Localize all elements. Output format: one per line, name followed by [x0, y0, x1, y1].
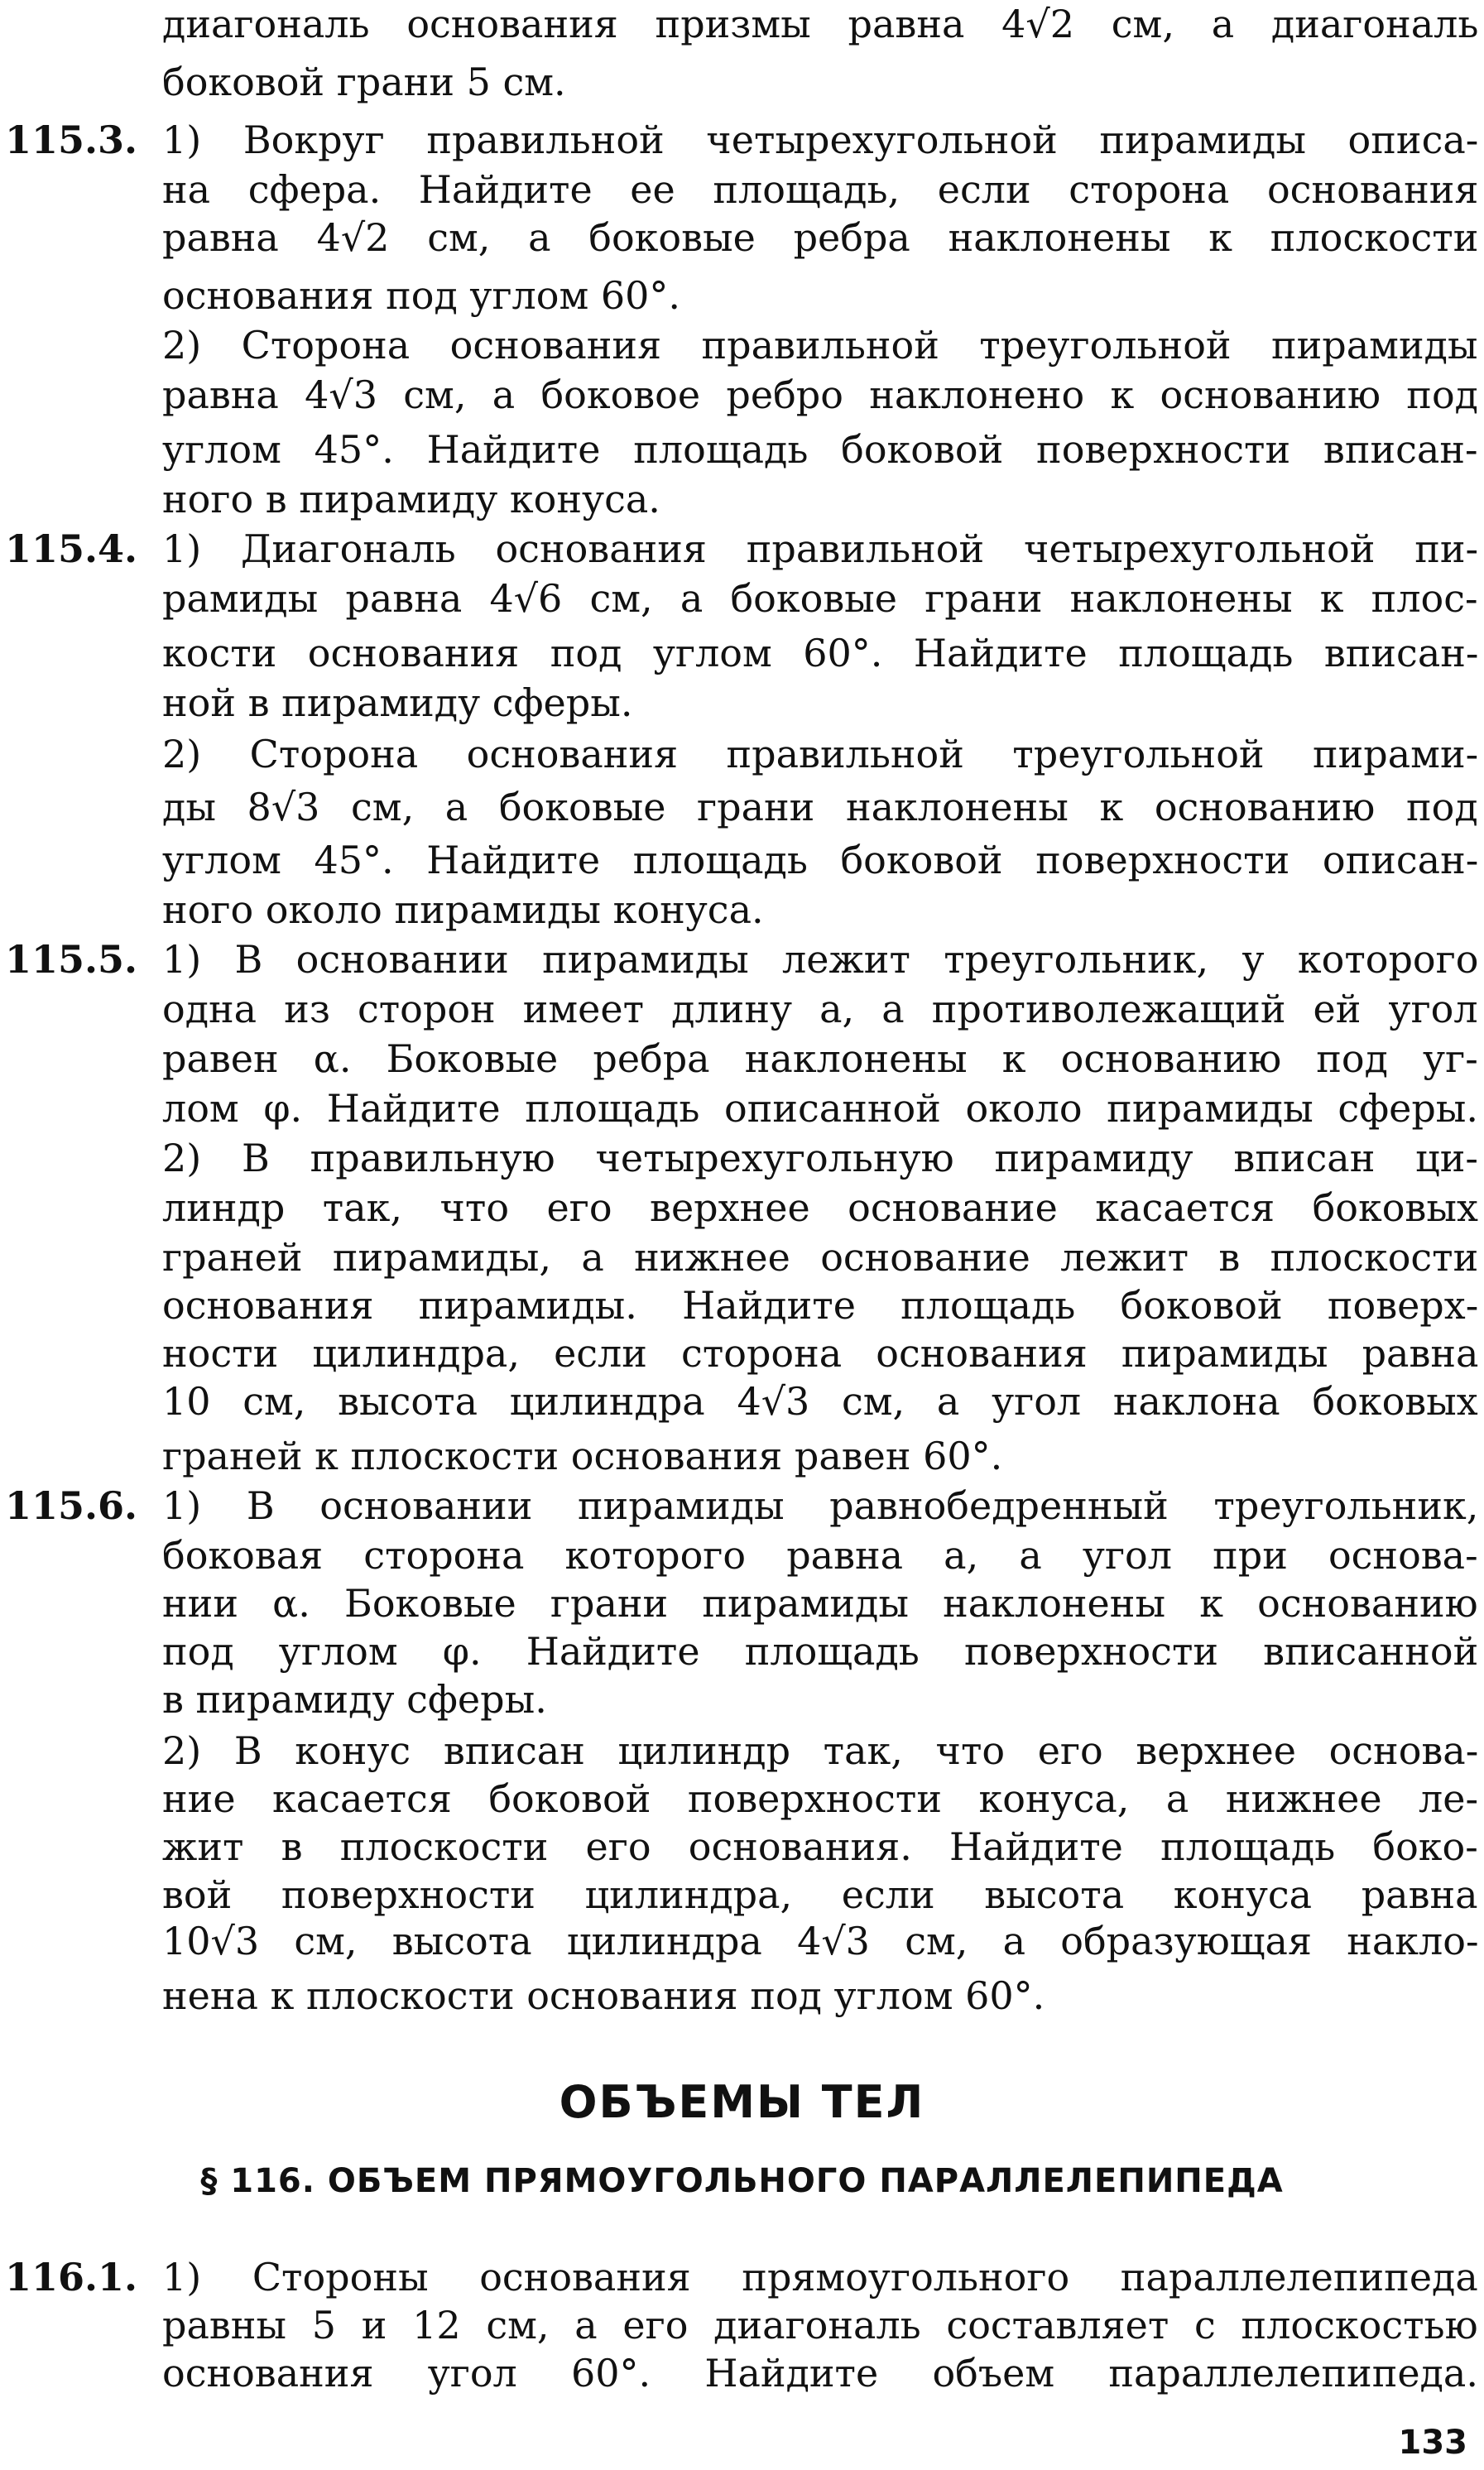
text-line: рамиды равна 4√6 см, а боковые грани наклонены к плос-: [162, 576, 1478, 621]
text-line: 2) В конус вписан цилиндр так, что его верхнее основа-: [162, 1728, 1479, 1773]
text-line: 1) Стороны основания прямоугольного параллелепипеда: [162, 2255, 1478, 2299]
text-line: одна из сторон имеет длину a, а противолежащий ей угол: [162, 987, 1478, 1031]
problem-number: 116.1.: [5, 2255, 138, 2299]
text-line: равна 4√2 см, а боковые ребра наклонены к плоскости: [162, 215, 1479, 260]
problem-number: 115.4.: [5, 526, 138, 571]
text-line: 1) В основании пирамиды равнобедренный треугольник,: [162, 1483, 1479, 1528]
text-line: основания пирамиды. Найдите площадь боковой поверх-: [162, 1283, 1479, 1328]
text-line: 10√3 см, высота цилиндра 4√3 см, а образующая накло-: [162, 1919, 1479, 1963]
text-line: жит в плоскости его основания. Найдите площадь боко-: [162, 1824, 1478, 1869]
text-line: 2) Сторона основания правильной треугольной пирамиды: [162, 323, 1478, 368]
text-line: граней пирамиды, а нижнее основание лежит в плоскости: [162, 1235, 1479, 1280]
text-line: ного в пирамиду конуса.: [162, 477, 660, 521]
text-line: 1) Вокруг правильной четырехугольной пирамиды описа-: [162, 118, 1479, 162]
text-line: на сфера. Найдите ее площадь, если сторона основания: [162, 167, 1479, 212]
text-line: нии α. Боковые грани пирамиды наклонены к основанию: [162, 1581, 1478, 1626]
text-line: основания угол 60°. Найдите объем параллелепипеда.: [162, 2351, 1478, 2396]
text-line: кости основания под углом 60°. Найдите площадь вписан-: [162, 631, 1479, 675]
text-line: равны 5 и 12 см, а его диагональ составляет с плоскостью: [162, 2303, 1478, 2347]
text-line: 1) Диагональ основания правильной четырехугольной пи-: [162, 526, 1479, 571]
text-line: линдр так, что его верхнее основание касается боковых: [162, 1185, 1478, 1230]
text-line: ности цилиндра, если сторона основания пирамиды равна: [162, 1331, 1479, 1376]
text-line: граней к плоскости основания равен 60°.: [162, 1434, 1003, 1478]
text-line: нена к плоскости основания под углом 60°.: [162, 1973, 1045, 2018]
text-line: углом 45°. Найдите площадь боковой поверхности описан-: [162, 838, 1479, 882]
text-line: равна 4√3 см, а боковое ребро наклонено к основанию под: [162, 372, 1478, 417]
text-line: 1) В основании пирамиды лежит треугольник, у которого: [162, 937, 1479, 982]
text-line: ды 8√3 см, а боковые грани наклонены к основанию под: [162, 785, 1478, 829]
problem-number: 115.6.: [5, 1483, 138, 1528]
text-line: боковой грани 5 см.: [162, 60, 566, 104]
text-line: основания под углом 60°.: [162, 273, 681, 318]
text-line: в пирамиду сферы.: [162, 1677, 547, 1722]
page-number: 133: [1398, 2424, 1467, 2462]
text-line: ного около пирамиды конуса.: [162, 887, 764, 932]
text-line: равен α. Боковые ребра наклонены к основанию под уг-: [162, 1036, 1478, 1081]
section-title: ОБЪЕМЫ ТЕЛ: [559, 2076, 925, 2128]
text-line: под углом φ. Найдите площадь поверхности вписанной: [162, 1629, 1479, 1674]
text-line: боковая сторона которого равна a, а угол при основа-: [162, 1533, 1478, 1578]
text-line: ние касается боковой поверхности конуса, а нижнее ле-: [162, 1776, 1479, 1821]
text-line: углом 45°. Найдите площадь боковой поверхности вписан-: [162, 427, 1478, 472]
text-line: ной в пирамиду сферы.: [162, 680, 633, 725]
text-line: 10 см, высота цилиндра 4√3 см, а угол наклона боковых: [162, 1379, 1478, 1424]
text-line: вой поверхности цилиндра, если высота конуса равна: [162, 1872, 1478, 1917]
text-line: 2) В правильную четырехугольную пирамиду вписан ци-: [162, 1136, 1478, 1180]
subsection-title: § 116. ОБЪЕМ ПРЯМОУГОЛЬНОГО ПАРАЛЛЕЛЕПИПЕДА: [200, 2162, 1284, 2200]
text-line: лом φ. Найдите площадь описанной около пирамиды сферы.: [162, 1086, 1479, 1131]
text-line: 2) Сторона основания правильной треугольной пирами-: [162, 732, 1479, 776]
problem-number: 115.3.: [5, 118, 138, 162]
problem-number: 115.5.: [5, 937, 138, 982]
text-line: диагональ основания призмы равна 4√2 см, а диагональ: [162, 2, 1479, 46]
